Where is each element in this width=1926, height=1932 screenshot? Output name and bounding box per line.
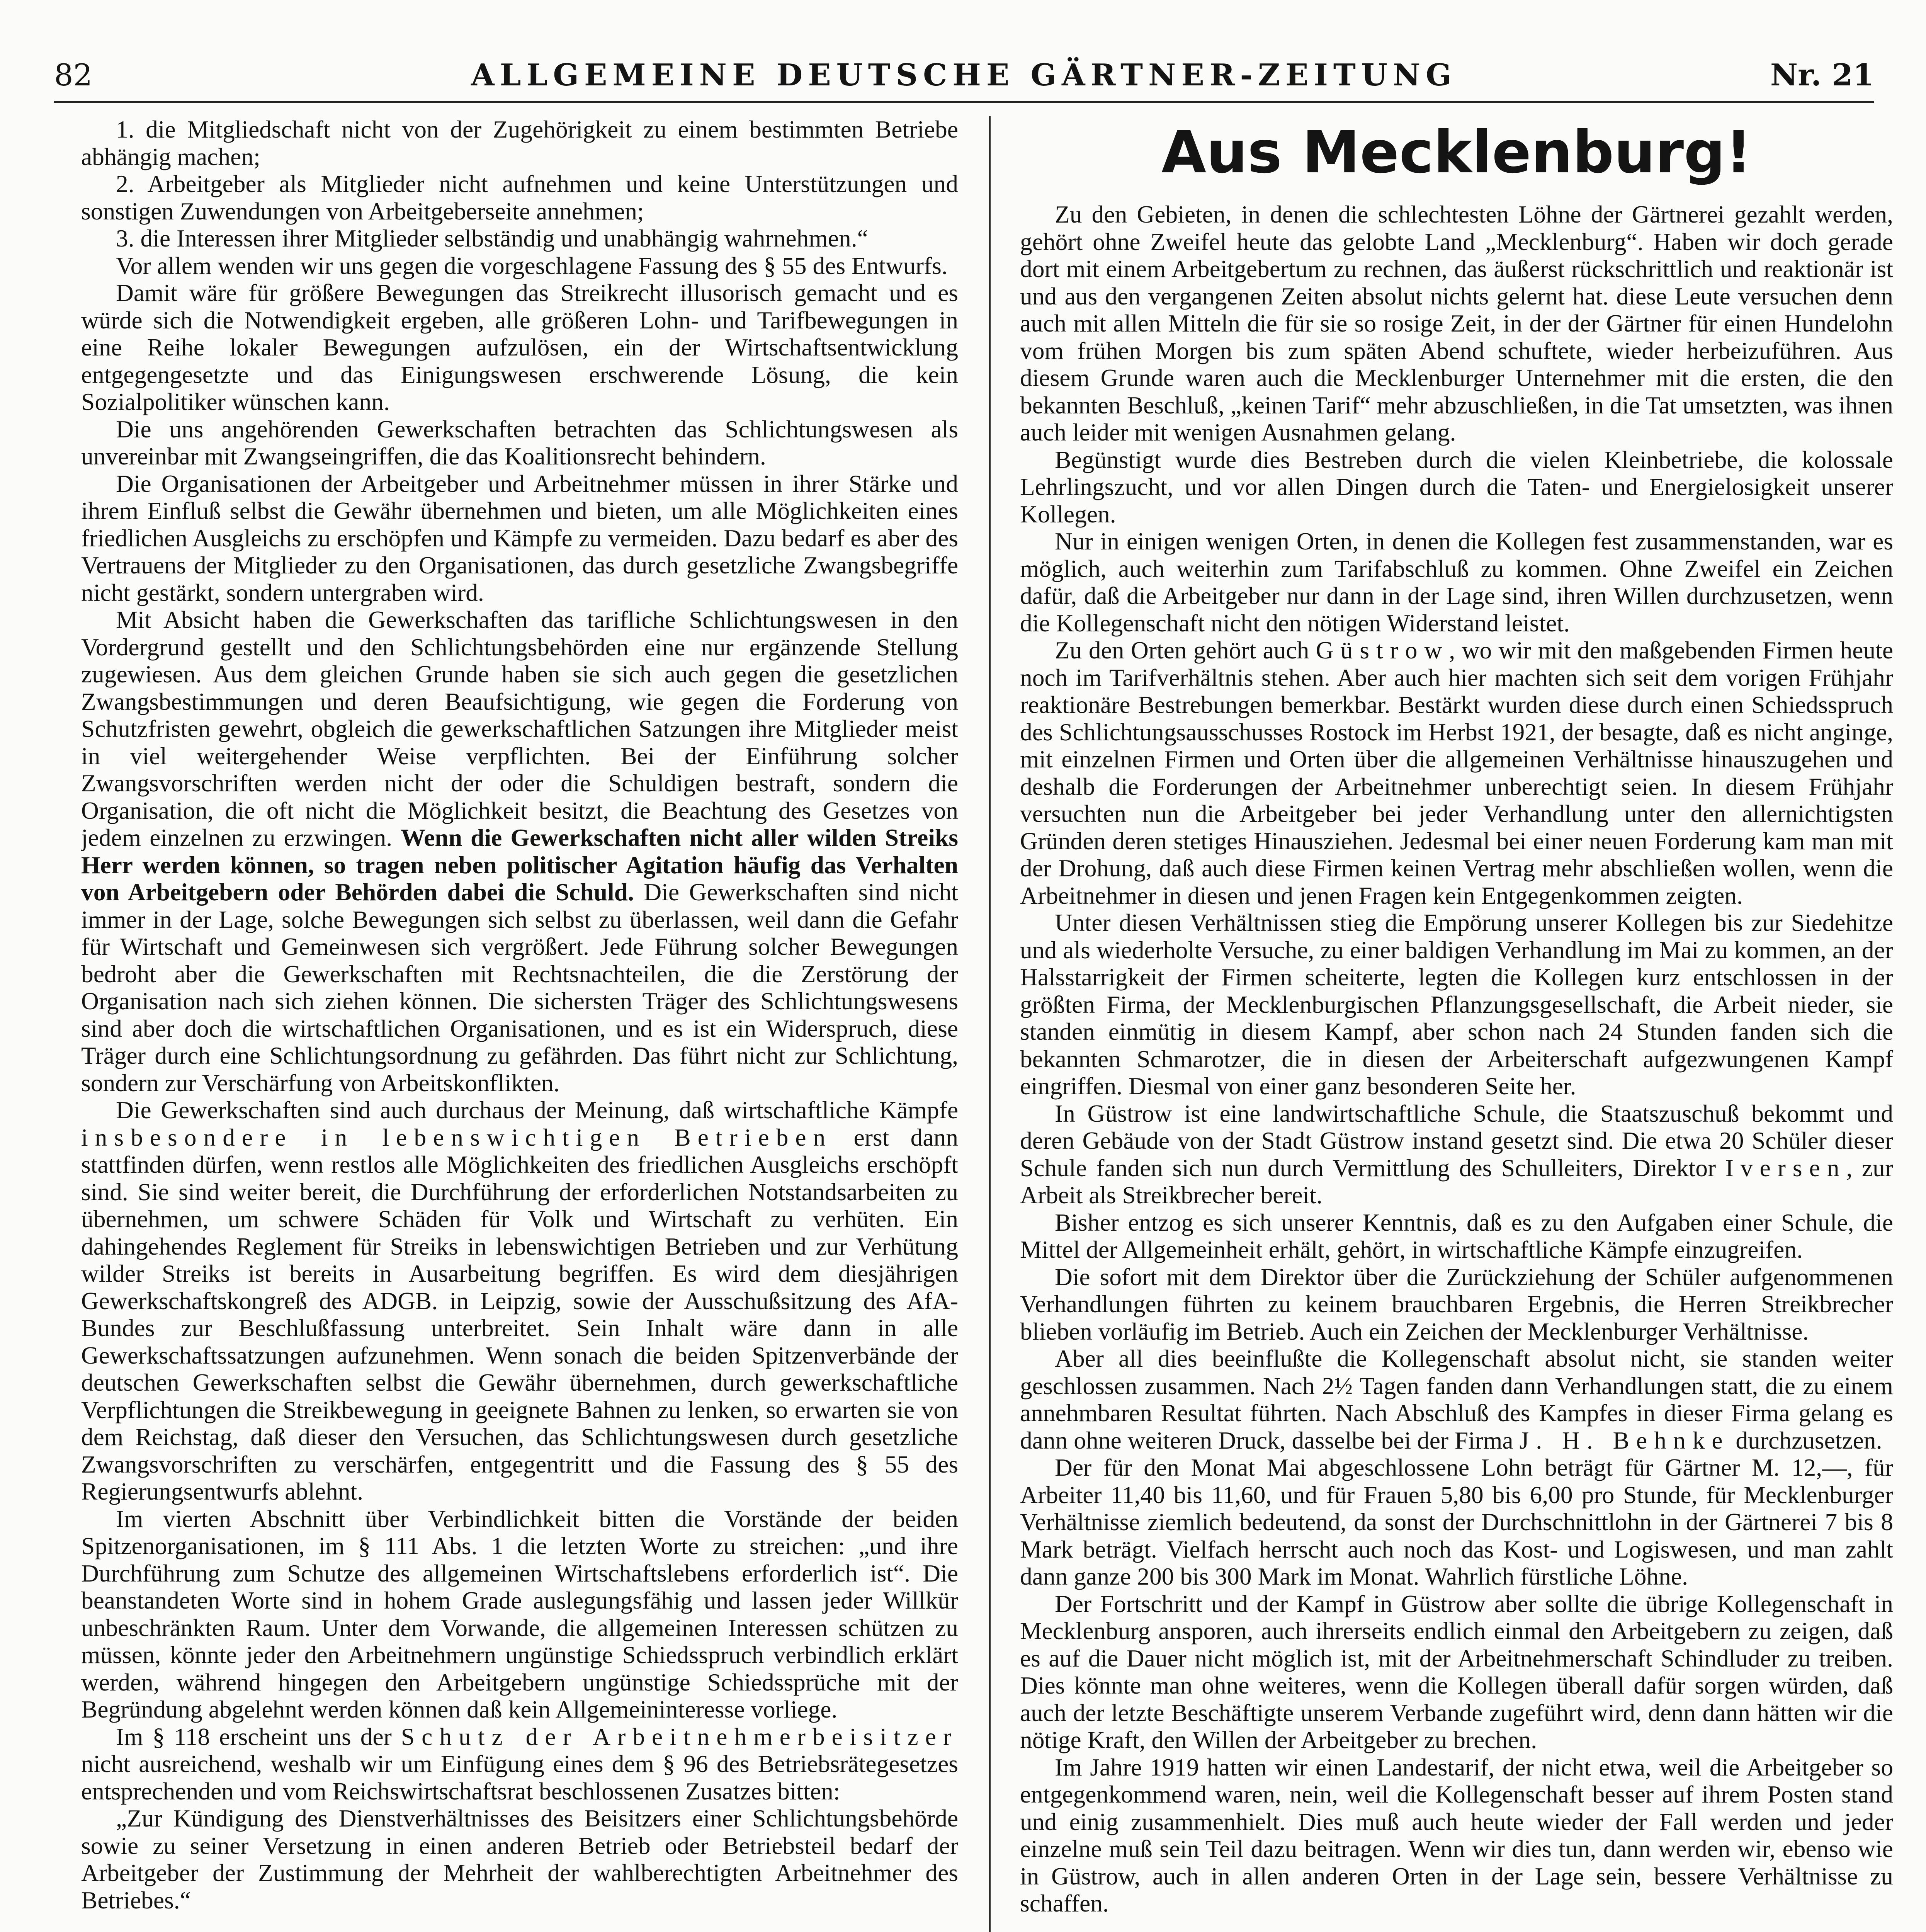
paragraph: Die sofort mit dem Direktor über die Zurückziehung der Schüler aufgenommenen Verhandlungen führten zu keinem brauchbaren Ergebnis, die Herren Streikbrecher blieben vorläufig im Betrieb. Auch ein Zeichen der Mecklenburger Verhältnisse. <box>1020 1263 1893 1345</box>
left-column <box>81 116 958 1932</box>
column-divider <box>989 116 991 1932</box>
paragraph <box>1020 1345 1893 1454</box>
paragraph: Der Fortschritt und der Kampf in Güstrow aber sollte die übrige Kollegenschaft in Mecklenburg ansporen, auch ihrerseits endlich einmal den Arbeitgebern zu zeigen, daß es auf die Dauer nicht möglich ist, mit der Arbeitnehmerschaft Schindluder zu treiben. Dies könnte man ohne weiteres, wenn die Kollegen überall dafür sorgen würden, daß auch der letzte Beschäftigte unserem Verbande zugeführt wird, denn dann hätten wir die nötige Kraft, den Willen der Arbeitgeber zu brechen. <box>1020 1590 1893 1753</box>
paragraph-text: Im § 118 erscheint uns der <box>116 1723 392 1750</box>
list-item-3: 3. die Interessen ihrer Mitglieder selbständig und unabhängig wahrnehmen.“ <box>116 224 868 252</box>
paragraph-text: , wo wir mit den maßgebenden Firmen heute noch im Tarifverhältnis stehen. Aber auch hier machten sich seit dem vorigen Frühjahr reaktionäre Bestrebungen bemerkbar. Bestärkt wurden diese durch einen Schiedsspruch des Schlichtungsausschusses Rostock im Herbst 1921, der besagte, daß es nicht anginge, mit einzelnen Firmen und Orten über die allgemeinen Verhältnisse hinauszugehen und deshalb die Forderungen der Arbeitnehmer unberechtigt seien. In diesem Frühjahr versuchten nun die Arbeitgeber bei jeder Verhandlung unter den allernichtigsten Gründen deren stetiges Hinausziehen. Jedesmal bei einer neuen Forderung kam man mit der Drohung, daß auch diese Firmen keinen Vertrag mehr abschließen wollen, wenn die Arbeitnehmer in diesen und jenen Fragen kein Entgegenkommen zeigten. <box>1020 636 1893 909</box>
bold-emphasis: Wenn die Gewerkschaften nicht aller wilden Streiks Herr werden können, so tragen neben politischer Agitation häufig das Verhalten von Arbeitgebern oder Behörden dabei die Schuld. <box>81 824 958 906</box>
paragraph: Begünstigt wurde dies Bestreben durch die vielen Kleinbetriebe, die kolossale Lehrlingszucht, und vor allen Dingen durch die Taten- und Energielosigkeit unserer Kollegen. <box>1020 446 1893 528</box>
paragraph <box>81 1097 958 1505</box>
paragraph: Die Organisationen der Arbeitgeber und Arbeitnehmer müssen in ihrer Stärke und ihrem Einfluß selbst die Gewähr übernehmen und bieten, um alle Möglichkeiten eines friedlichen Ausgleichs zu erschöpfen und Kämpfe zu vermeiden. Dazu bedarf es aber des Vertrauens der Mitglieder zu den Organisationen, das durch gesetzliche Zwangsbegriffe nicht gestärkt, sondern untergraben wird. <box>81 469 958 606</box>
header-rule <box>54 101 1874 103</box>
paragraph: Nur in einigen wenigen Orten, in denen die Kollegen fest zusammenstanden, war es möglich, auch weiterhin zum Tarifabschluß zu kommen. Ohne Zweifel ein Zeichen dafür, daß die Arbeitgeber nur dann in der Lage sind, ihren Willen durchzusetzen, wenn die Kollegenschaft nicht den nötigen Widerstand leistet. <box>1020 527 1893 637</box>
spaced-emphasis: insbesondere in lebenswichtigen Betrieben <box>81 1123 833 1151</box>
paragraph-text: Zu den Orten gehört auch <box>1055 636 1309 664</box>
paragraph: Vor allem wenden wir uns gegen die vorgeschlagene Fassung des § 55 des Entwurfs. <box>116 252 948 279</box>
paragraph <box>1020 1100 1893 1209</box>
spaced-emphasis: J. H. Behnke <box>1519 1426 1730 1454</box>
right-column <box>1020 116 1893 1932</box>
paragraph <box>81 606 958 1097</box>
paragraph-text: Mit Absicht haben die Gewerkschaften das tarifliche Schlichtungswesen in den Vordergrund gestellt und den Schlichtungsbehörden eine nur ergänzende Stellung zugewiesen. Aus dem gleichen Grunde haben sie sich auch gegen die gesetzlichen Zwangsbestimmungen und deren Beaufsichtigung, wie gegen die Forderung von Schutzfristen gewehrt, obgleich die gewerkschaftlichen Satzungen ihre Mitglieder meist in viel weitergehender Weise verpflichten. Bei der Einführung solcher Zwangsvorschriften werden nicht der oder die Schuldigen bestraft, sondern die Organisation, die oft nicht die Möglichkeit besitzt, die Beachtung des Gesetzes von jedem einzelnen zu erzwingen. <box>81 606 958 851</box>
paragraph: Bisher entzog es sich unserer Kenntnis, daß es zu den Aufgaben einer Schule, die Mittel der Allgemeinheit erhält, gehört, in wirtschaftliche Kämpfe einzugreifen. <box>1020 1208 1893 1263</box>
spaced-emphasis: Güstrow <box>1316 636 1449 664</box>
list-item-2: 2. Arbeitgeber als Mitglieder nicht aufnehmen und keine Unterstützungen und sonstigen Zuwendungen von Arbeitgeberseite annehmen; <box>81 170 958 225</box>
paragraph-text: erst dann stattfinden dürfen, wenn restlos alle Möglichkeiten des friedlichen Ausgleichs erschöpft sind. Sie sind weiter bereit, die Durchführung der erforderlichen Notstandsarbeiten zu übernehmen, um schwere Schäden für Volk und Wirtschaft zu verhüten. Ein dahingehendes Reglement für Streiks in lebenswichtigen Betrieben und zur Verhütung wilder Streiks ist bereits in Ausarbeitung begriffen. Es wird dem diesjährigen Gewerkschaftskongreß des ADGB. in Leipzig, sowie der Ausschußsitzung des AfA-Bundes zur Beschlußfassung unterbreitet. Sein Inhalt wäre dann in alle Gewerkschaftssatzungen aufzunehmen. Wenn sonach die beiden Spitzenverbände der deutschen Gewerkschaften selbst die Gewähr übernehmen, durch gewerkschaftliche Verpflichtungen die Streikbewegung in geeignete Bahnen zu lenken, so erwarten sie von dem Reichstag, daß dieser den Versuchen, das Schlichtungswesen durch gesetzliche Zwangsvorschriften zu verschärfen, entgegentritt und die Fassung des § 55 des Regierungsentwurfs ablehnt. <box>81 1123 958 1505</box>
running-head <box>54 58 1874 93</box>
paragraph-text: Die Gewerkschaften sind auch durchaus der Meinung, daß wirtschaftliche Kämpfe <box>116 1096 958 1124</box>
page-number: 82 <box>54 58 93 93</box>
masthead: ALLGEMEINE DEUTSCHE GÄRTNER-ZEITUNG <box>471 58 1457 93</box>
paragraph-text: , zur Arbeit als Streikbrecher bereit. <box>1020 1154 1893 1209</box>
paragraph <box>1020 637 1893 909</box>
paragraph-text: Aber all dies beeinflußte die Kollegenschaft absolut nicht, sie standen weiter geschlossen zusammen. Nach 2½ Tagen fanden dann Verhandlungen statt, die zu einem annehmbaren Resultat führten. Nach Abschluß des Kampfes in dieser Firma gelang es dann ohne weiteren Druck, dasselbe bei der Firma <box>1020 1345 1893 1454</box>
quoted-paragraph: „Zur Kündigung des Dienstverhältnisses des Beisitzers einer Schlichtungsbehörde sowie zu seiner Versetzung in einen anderen Betrieb oder Betriebsteil bedarf der Arbeitgeber der Zustimmung der Mehrheit der wahlberechtigten Arbeitnehmer des Betriebes.“ <box>81 1804 958 1914</box>
paragraph: Im vierten Abschnitt über Verbindlichkeit bitten die Vorstände der beiden Spitzenorganisationen, im § 111 Abs. 1 die letzten Worte zu streichen: „und ihre Durchführung zum Schutze des allgemeinen Wirtschaftslebens erforderlich ist“. Die beanstandeten Worte sind in hohem Grade auslegungsfähig und lassen jeder Willkür unbeschränkten Raum. Unter dem Vorwande, die allgemeinen Interessen schützen zu müssen, könnte jeder den Arbeitnehmern ungünstige Schiedsspruch verbindlich erklärt werden, während hingegen den Arbeitgebern ungünstige Schiedssprüche mit der Begründung abgelehnt werden können daß kein Allgemeininteresse vorliege. <box>81 1505 958 1723</box>
paragraph: Zu den Gebieten, in denen die schlechtesten Löhne der Gärtnerei gezahlt werden, gehört ohne Zweifel heute das gelobte Land „Mecklenburg“. Haben wir doch gerade dort mit einem Arbeitgebertum zu rechnen, das äußerst rückschrittlich und reaktionär ist und aus den vergangenen Zeiten absolut nichts gelernt hat. diese Leute versuchen denn auch mit allen Mitteln die für sie so rosige Zeit, in der der Gärtner für einen Hundelohn vom frühen Morgen bis zum späten Abend schuftete, wieder herbeizuführen. Aus diesem Grunde waren auch die Mecklenburger Unternehmer mit die ersten, die den bekannten Beschluß, „keinen Tarif“ mehr abzuschließen, in die Tat umsetzten, was ihnen auch leider mit wenigen Ausnahmen gelang. <box>1020 201 1893 446</box>
spaced-emphasis: Iversen <box>1725 1154 1846 1182</box>
list-item-1: 1. die Mitgliedschaft nicht von der Zugehörigkeit zu einem bestimmten Betriebe abhängig machen; <box>81 116 958 170</box>
paragraph: Der für den Monat Mai abgeschlossene Lohn beträgt für Gärtner M. 12,—, für Arbeiter 11,40 bis 11,60, und für Frauen 5,80 bis 6,00 pro Stunde, für Mecklenburger Verhältnisse ziemlich bedeutend, da sonst der Durchschnittlohn in der Gärtnerei 7 bis 8 Mark beträgt. Vielfach herrscht auch noch das Kost- und Logiswesen, und man zahlt dann ganze 200 bis 300 Mark im Monat. Wahrlich fürstliche Löhne. <box>1020 1454 1893 1590</box>
paragraph-text: durchzusetzen. <box>1736 1426 1882 1454</box>
issue-number: Nr. 21 <box>1770 58 1874 93</box>
paragraph-text: Die Gewerkschaften sind nicht immer in der Lage, solche Bewegungen sich selbst zu überlassen, weil dann die Gefahr für Wirtschaft und Gemeinwesen sich vergrößert. Jede Führung solcher Bewegungen bedroht aber die Gewerkschaften mit Rechtsnachteilen, die die Zerstörung der Organisation nach sich ziehen können. Die sichersten Träger des Schlichtungswesens sind aber doch die wirtschaftlichen Organisationen, und es ist ein Widerspruch, diese Träger durch eine Schlichtungsordnung zu gefährden. Das führt nicht zur Schlichtung, sondern zur Verschärfung von Arbeitskonflikten. <box>81 878 958 1097</box>
paragraph-text: nicht ausreichend, weshalb wir um Einfügung eines dem § 96 des Betriebsrätegesetzes entsprechenden und vom Reichswirtschaftsrat beschlossenen Zusatzes bitten: <box>81 1750 958 1805</box>
paragraph: Die uns angehörenden Gewerkschaften betrachten das Schlichtungswesen als unvereinbar mit Zwangseingriffen, die das Koalitionsrecht behindern. <box>81 415 958 470</box>
paragraph: Im Jahre 1919 hatten wir einen Landestarif, der nicht etwa, weil die Arbeitgeber so entgegenkommend waren, nein, weil die Kollegenschaft besser auf ihrem Posten stand und einig zusammenhielt. Dies muß auch heute wieder der Fall werden und jeder einzelne muß sein Teil dazu beitragen. Wenn wir dies tun, dann werden wir, ebenso wie in Güstrow, auch in allen anderen Orten in der Lage sein, bessere Verhältnisse zu schaffen. <box>1020 1753 1893 1917</box>
article-title: Aus Mecklenburg! <box>1161 119 1752 186</box>
paragraph <box>81 1723 958 1805</box>
paragraph: Damit wäre für größere Bewegungen das Streikrecht illusorisch gemacht und es würde sich die Notwendigkeit ergeben, alle größeren Lohn- und Tarifbewegungen in eine Reihe lokaler Bewegungen aufzulösen, ein der Wirtschaftsentwicklung entgegengesetzte und das Einigungswesen erschwerende Lösung, die kein Sozialpolitiker wünschen kann. <box>81 279 958 415</box>
spaced-emphasis: Schutz der Arbeitnehmerbeisitzer <box>401 1723 958 1750</box>
paragraph-text: In Güstrow ist eine landwirtschaftliche Schule, die Staatszuschuß bekommt und deren Gebäude von der Stadt Güstrow instand gesetzt sind. Die etwa 20 Schüler dieser Schule fanden sich nun durch Vermittlung des Schulleiters, Direktor <box>1020 1099 1893 1182</box>
paragraph: Unter diesen Verhältnissen stieg die Empörung unserer Kollegen bis zur Siedehitze und als wiederholte Versuche, zu einer baldigen Verhandlung im Mai zu kommen, an der Halsstarrigkeit der Firmen scheiterte, legten die Kollegen kurz entschlossen in der größten Firma, der Mecklenburgischen Pflanzungsgesellschaft, die Arbeit nieder, sie standen einmütig in diesem Kampf, aber schon nach 24 Stunden fanden sich die bekannten Schmarotzer, die in diesen der Arbeiterschaft aufgezwungenen Kampf eingriffen. Diesmal von einer ganz besonderen Seite her. <box>1020 909 1893 1100</box>
